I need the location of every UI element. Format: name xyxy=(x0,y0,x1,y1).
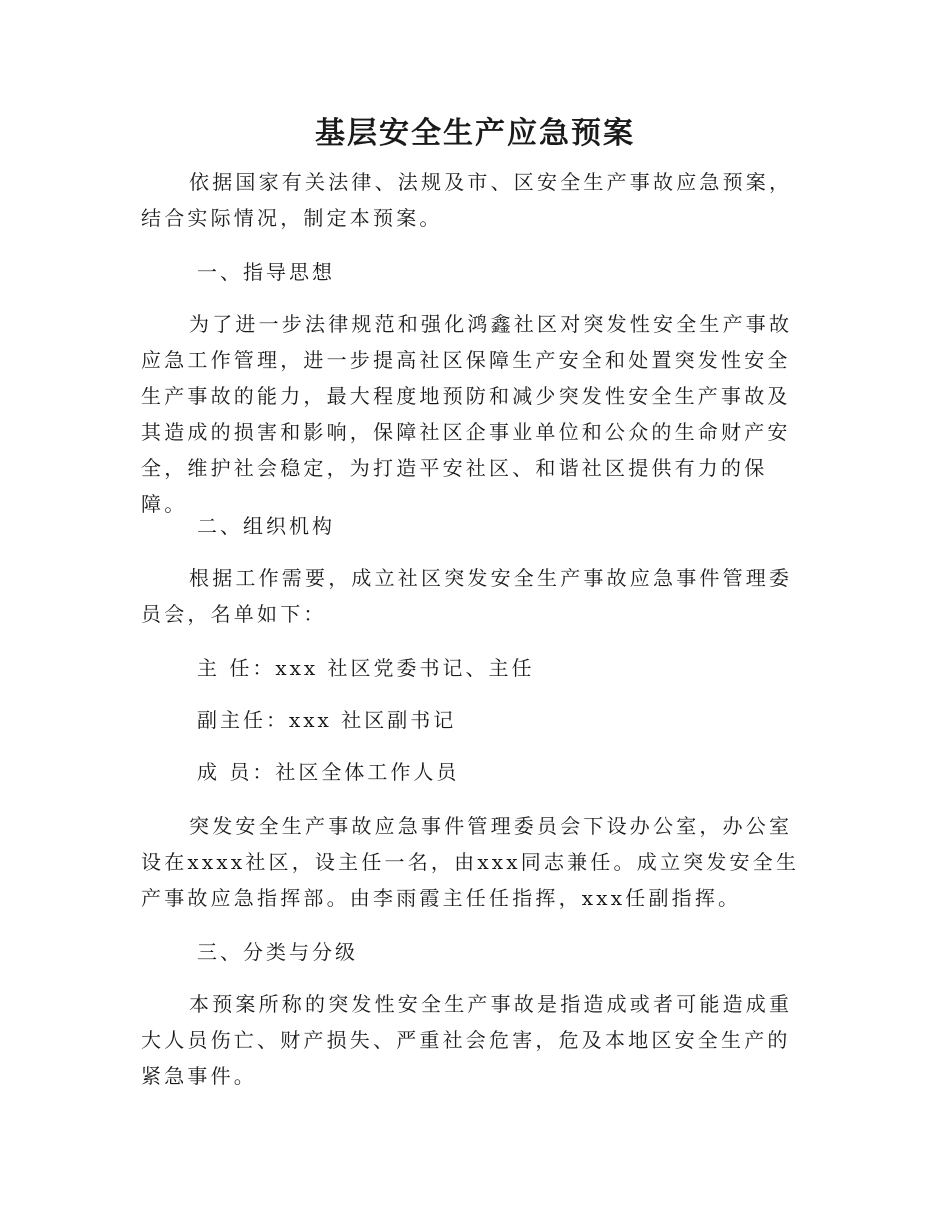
section3-heading: 三、分类与分级 xyxy=(197,940,358,964)
section1-heading: 一、指导思想 xyxy=(197,260,335,284)
intro-paragraph: 依据国家有关法律、法规及市、区安全生产事故应急预案，结合实际情况，制定本预案。 xyxy=(141,170,793,230)
section1-paragraph: 为了进一步法律规范和强化鸿鑫社区对突发性安全生产事故应急工作管理，进一步提高社区保障生产安全和处置突发性安全生产事故的能力，最大程度地预防和减少突发性安全生产事故及其造成的损害和影响，保障社区企事业单位和公众的生命财产安全，维护社会稳定，为打造平安社区、和谐社区提供有力的保障。 xyxy=(141,312,793,516)
deputy-line: 副主任：xxx 社区副书记 xyxy=(197,708,457,732)
members-line: 成 员：社区全体工作人员 xyxy=(197,760,460,784)
document-title: 基层安全生产应急预案 xyxy=(315,116,635,151)
director-line: 主 任：xxx 社区党委书记、主任 xyxy=(197,656,535,680)
section3-paragraph: 本预案所称的突发性安全生产事故是指造成或者可能造成重大人员伤亡、财产损失、严重社会危害，危及本地区安全生产的紧急事件。 xyxy=(141,992,793,1088)
section2-paragraph: 根据工作需要，成立社区突发安全生产事故应急事件管理委员会，名单如下： xyxy=(141,566,793,626)
section2-heading: 二、组织机构 xyxy=(197,514,335,538)
office-paragraph: 突发安全生产事故应急事件管理委员会下设办公室，办公室设在xxxx社区，设主任一名，由xxx同志兼任。成立突发安全生产事故应急指挥部。由李雨霞主任任指挥，xxx任副指挥。 xyxy=(141,814,800,910)
